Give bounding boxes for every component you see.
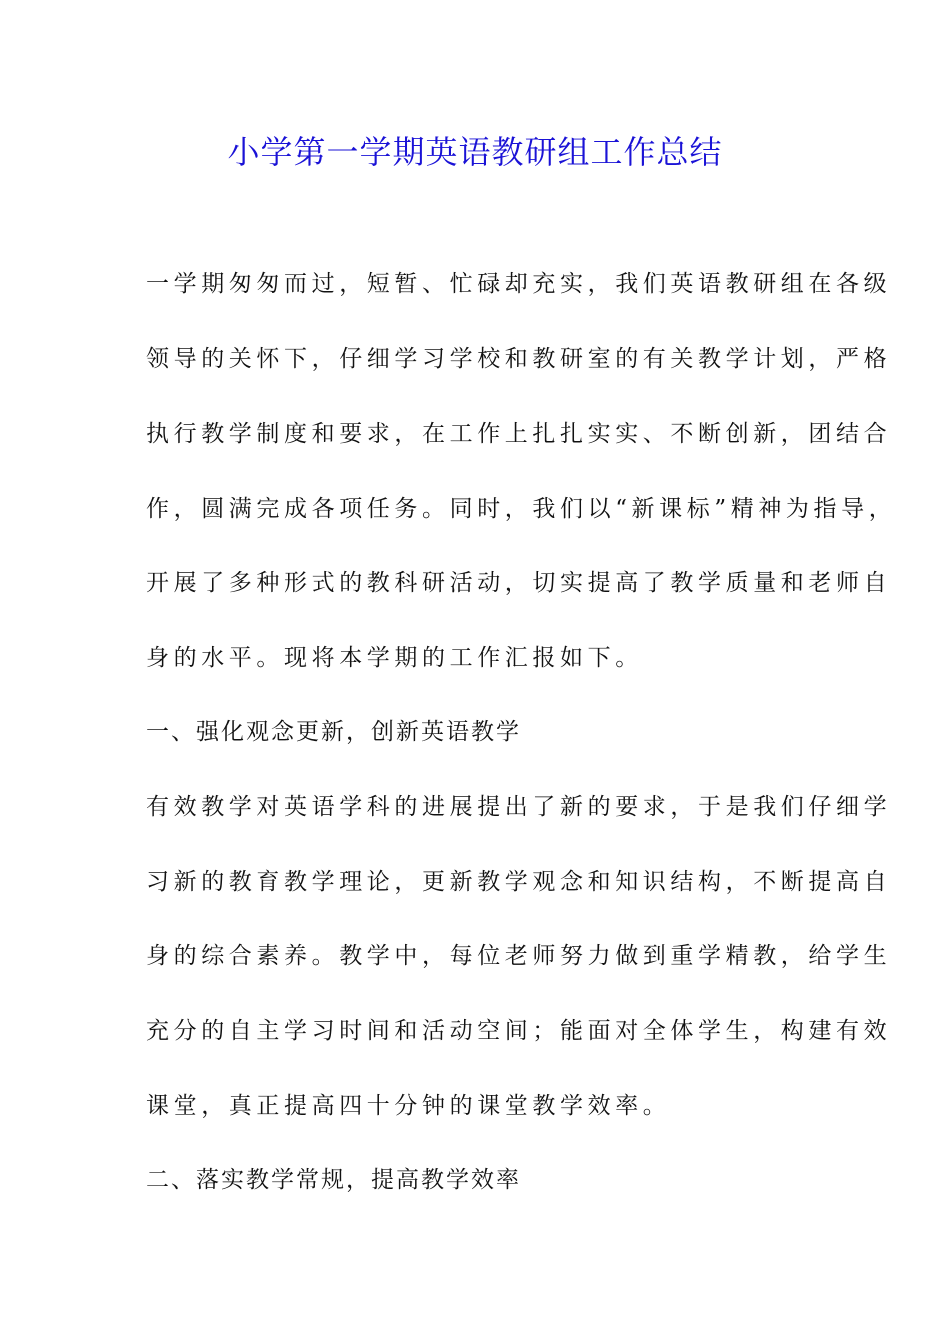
document-title: 小学第一学期英语教研组工作总结	[227, 133, 723, 171]
paragraph-2-line-3: 身的综合素养。教学中，每位老师努力做到重学精教，给学生	[146, 943, 892, 969]
paragraph-1-line-6: 身的水平。现将本学期的工作汇报如下。	[146, 645, 643, 671]
paragraph-1-line-4: 作，圆满完成各项任务。同时，我们以“新课标”精神为指导，	[146, 496, 897, 522]
paragraph-1-line-1: 一学期匆匆而过，短暂、忙碌却充实，我们英语教研组在各级	[146, 271, 892, 297]
paragraph-2-line-2: 习新的教育教学理论，更新教学观念和知识结构，不断提高自	[146, 869, 892, 895]
paragraph-2-line-1: 有效教学对英语学科的进展提出了新的要求，于是我们仔细学	[146, 794, 892, 820]
paragraph-2-line-5: 课堂，真正提高四十分钟的课堂教学效率。	[146, 1093, 671, 1119]
paragraph-1-line-3: 执行教学制度和要求，在工作上扎扎实实、不断创新，团结合	[146, 421, 892, 447]
section-heading-1: 一、强化观念更新，创新英语教学	[146, 719, 521, 745]
section-heading-2: 二、落实教学常规，提高教学效率	[146, 1167, 521, 1193]
paragraph-1-line-2: 领导的关怀下，仔细学习学校和教研室的有关教学计划，严格	[146, 346, 892, 372]
paragraph-2-line-4: 充分的自主学习时间和活动空间；能面对全体学生，构建有效	[146, 1018, 892, 1044]
paragraph-1-line-5: 开展了多种形式的教科研活动，切实提高了教学质量和老师自	[146, 570, 892, 596]
